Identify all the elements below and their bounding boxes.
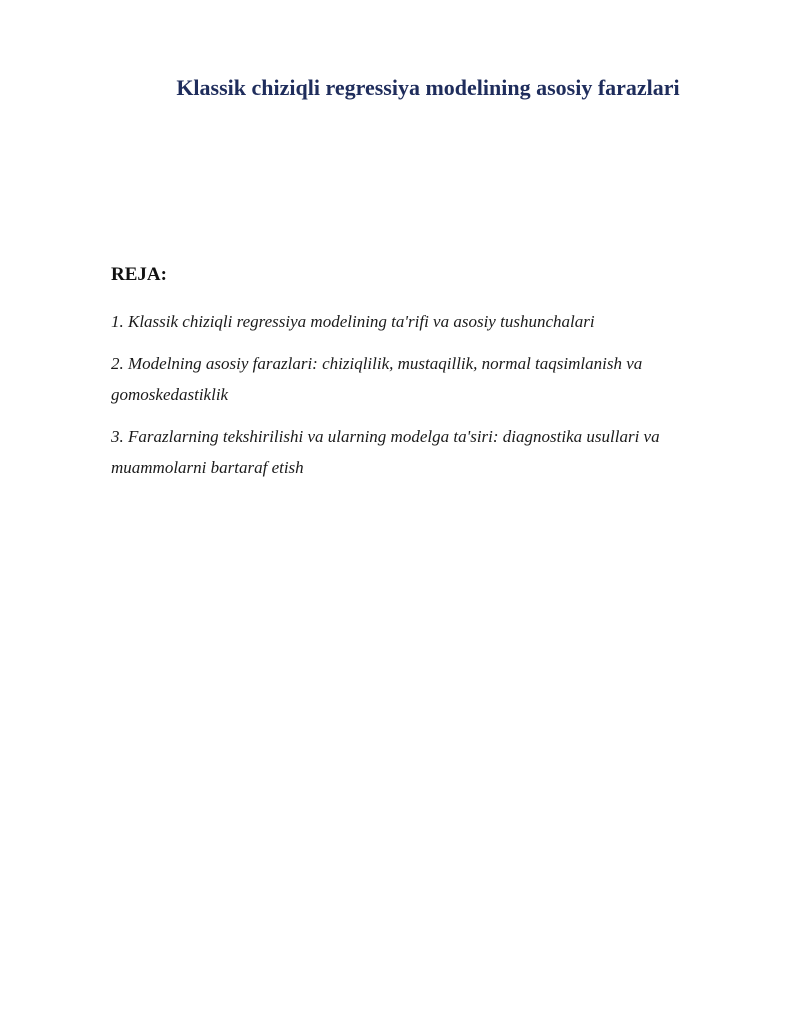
plan-item-2: 2. Modelning asosiy farazlari: chiziqlilik, mustaqillik, normal taqsimlanish va gomoskedastiklik	[111, 353, 643, 404]
plan-item-1: 1. Klassik chiziqli regressiya modelining ta'rifi va asosiy tushunchalari	[111, 312, 595, 331]
plan-list	[111, 306, 711, 494]
plan-heading: REJA:	[111, 264, 167, 285]
document-title: Klassik chiziqli regressiya modelining asosiy farazlari	[176, 75, 680, 100]
plan-item-3: 3. Farazlarning tekshirilishi va ularning modelga ta'siri: diagnostika usullari va muammolarni bartaraf etish	[111, 426, 660, 477]
